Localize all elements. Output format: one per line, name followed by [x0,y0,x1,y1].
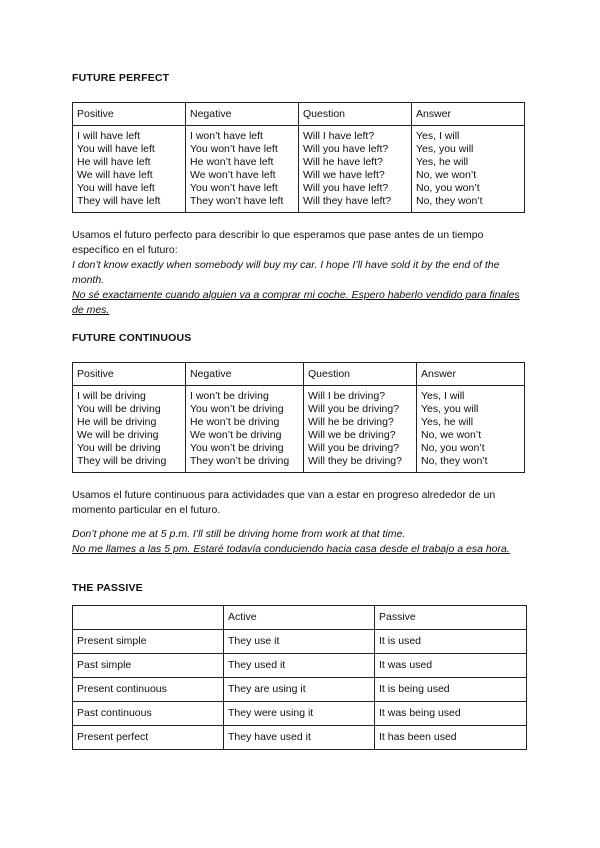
cell-line: No, you won’t [421,442,485,454]
table-row [73,726,527,750]
cell-line: Will I be driving? [308,390,386,402]
cell-line: Will you have left? [303,143,389,155]
cell-line: I will have left [77,130,141,142]
header-cell: Question [304,363,417,386]
future-continuous-table [72,362,525,473]
table-row [73,630,527,654]
heading-future-perfect: FUTURE PERFECT [72,72,170,84]
active-cell: They use it [224,630,375,654]
passive-cell: It was being used [375,702,527,726]
cell-line: I won’t have left [190,130,263,142]
header-cell: Answer [412,103,525,126]
header-cell: Negative [186,363,304,386]
header-cell: Active [224,606,375,630]
table-row [73,678,527,702]
table-header-row [73,363,525,386]
header-cell: Passive [375,606,527,630]
cell-line: No, we won’t [416,169,477,181]
passive-table [72,605,527,750]
cell-line: Will he have left? [303,156,383,168]
cell-line: He won’t have left [190,156,274,168]
cell-line: He will have left [77,156,151,168]
active-cell: They used it [224,654,375,678]
header-cell [73,606,224,630]
cell-line: No, we won’t [421,429,482,441]
cell-line: No, you won’t [416,182,480,194]
cell-line: They will be driving [77,455,167,467]
cell-line: Will I have left? [303,130,375,142]
cell-line: No, they won’t [421,455,488,467]
cell-line: You won’t have left [190,143,278,155]
cell-line: They will have left [77,195,161,207]
cell-line: They won’t be driving [190,455,290,467]
future-perfect-example: I don’t know exactly when somebody will buy my car. I hope I’ll have sold it by the end of the month. [72,259,500,286]
cell-line: Yes, he will [421,416,474,428]
cell-line: Will you be driving? [308,403,400,415]
table-row [73,386,525,473]
cell-line: You won’t have left [190,182,278,194]
passive-cell: It has been used [375,726,527,750]
cell-line: Will we have left? [303,169,385,181]
table-header-row [73,606,527,630]
table-header-row [73,103,525,126]
cell-line: I will be driving [77,390,146,402]
cell-line: We won’t be driving [190,429,282,441]
passive-cell: It is used [375,630,527,654]
cell-line: Yes, you will [421,403,479,415]
future-perfect-table [72,102,525,213]
answer-column [412,126,525,213]
cell-line: Will they be driving? [308,455,402,467]
tense-cell: Present continuous [73,678,224,702]
cell-line: We won’t have left [190,169,276,181]
active-cell: They were using it [224,702,375,726]
cell-line: We will have left [77,169,153,181]
future-continuous-explanation: Usamos el future continuous para actividades que van a estar en progreso alrededor de un momento particular en el futuro. [72,489,496,516]
cell-line: He will be driving [77,416,157,428]
cell-line: Will he be driving? [308,416,394,428]
cell-line: You won’t be driving [190,442,284,454]
cell-line: You will be driving [77,403,161,415]
active-cell: They are using it [224,678,375,702]
tense-cell: Past simple [73,654,224,678]
header-cell: Answer [417,363,525,386]
future-perfect-explanation: Usamos el futuro perfecto para describir lo que esperamos que pase antes de un tiempo específico en el futuro: [72,229,484,256]
cell-line: Yes, I will [421,390,465,402]
negative-column [186,386,304,473]
cell-line: They won’t have left [190,195,284,207]
tense-cell: Present simple [73,630,224,654]
cell-line: No, they won’t [416,195,483,207]
question-column [299,126,412,213]
positive-column [73,386,186,473]
passive-cell: It was used [375,654,527,678]
table-row [73,702,527,726]
table-row [73,126,525,213]
cell-line: He won’t be driving [190,416,280,428]
header-cell: Positive [73,103,186,126]
cell-line: You will have left [77,143,155,155]
cell-line: You will have left [77,182,155,194]
future-perfect-translation: No sé exactamente cuando alguien va a comprar mi coche. Espero haberlo vendido para finales de mes. [72,289,520,316]
heading-future-continuous: FUTURE CONTINUOUS [72,332,192,344]
header-cell: Question [299,103,412,126]
cell-line: Yes, I will [416,130,460,142]
answer-column [417,386,525,473]
header-cell: Negative [186,103,299,126]
cell-line: We will be driving [77,429,159,441]
cell-line: Will you have left? [303,182,389,194]
cell-line: Will we be driving? [308,429,396,441]
cell-line: Will you be driving? [308,442,400,454]
cell-line: Yes, you will [416,143,474,155]
positive-column [73,126,186,213]
table-row [73,654,527,678]
future-continuous-example: Don’t phone me at 5 p.m. I’ll still be driving home from work at that time. [72,528,406,540]
future-continuous-translation: No me llames a las 5 pm. Estaré todavía conduciendo hacia casa desde el trabajo a esa hora. [72,543,510,555]
tense-cell: Present perfect [73,726,224,750]
heading-the-passive: THE PASSIVE [72,582,143,594]
cell-line: Yes, he will [416,156,469,168]
tense-cell: Past continuous [73,702,224,726]
cell-line: I won’t be driving [190,390,269,402]
active-cell: They have used it [224,726,375,750]
cell-line: Will they have left? [303,195,392,207]
question-column [304,386,417,473]
header-cell: Positive [73,363,186,386]
passive-cell: It is being used [375,678,527,702]
cell-line: You will be driving [77,442,161,454]
negative-column [186,126,299,213]
cell-line: You won’t be driving [190,403,284,415]
